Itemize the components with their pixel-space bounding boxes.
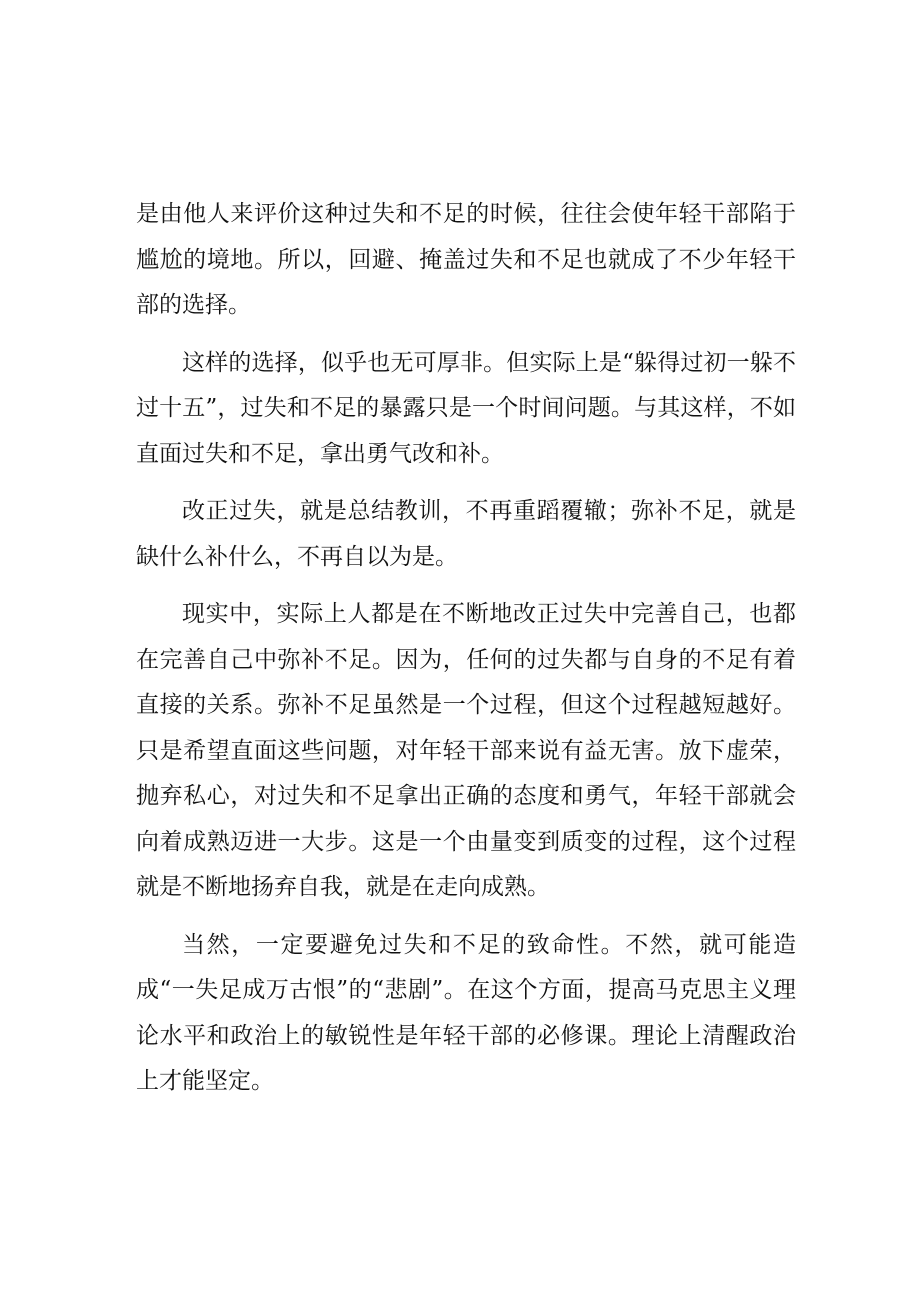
paragraph-correct-and-remedy: 改正过失，就是总结教训，不再重蹈覆辙；弥补不足，就是缺什么补什么，不再自以为是。 [136,498,796,570]
paragraph-conclusion: 当然，一定要避免过失和不足的致命性。不然，就可能造成“一失足成万古恨”的“悲剧”。在这个方面，提高马克思主义理论水平和政治上的敏锐性是年轻干部的必修课。理论上清醒政治上才能坚定。 [136,931,796,1094]
document-body [136,192,796,1117]
paragraph-choice: 这样的选择，似乎也无可厚非。但实际上是“躲得过初一躲不过十五”，过失和不足的暴露只是一个时间问题。与其这样，不如直面过失和不足，拿出勇气改和补。 [136,349,796,467]
paragraph-continued: 是由他人来评价这种过失和不足的时候，往往会使年轻干部陷于尴尬的境地。所以，回避、掩盖过失和不足也就成了不少年轻干部的选择。 [136,201,796,318]
paragraph-reality: 现实中，实际上人都是在不断地改正过失中完善自己，也都在完善自己中弥补不足。因为，任何的过失都与自身的不足有着直接的关系。弥补不足虽然是一个过程，但这个过程越短越好。只是希望直面这些问题，对年轻干部来说有益无害。放下虚荣，抛弃私心，对过失和不足拿出正确的态度和勇气，年轻干部就会向着成熟迈进一大步。这是一个由量变到质变的过程，这个过程就是不断地扬弃自我，就是在走向成熟。 [136,601,796,900]
